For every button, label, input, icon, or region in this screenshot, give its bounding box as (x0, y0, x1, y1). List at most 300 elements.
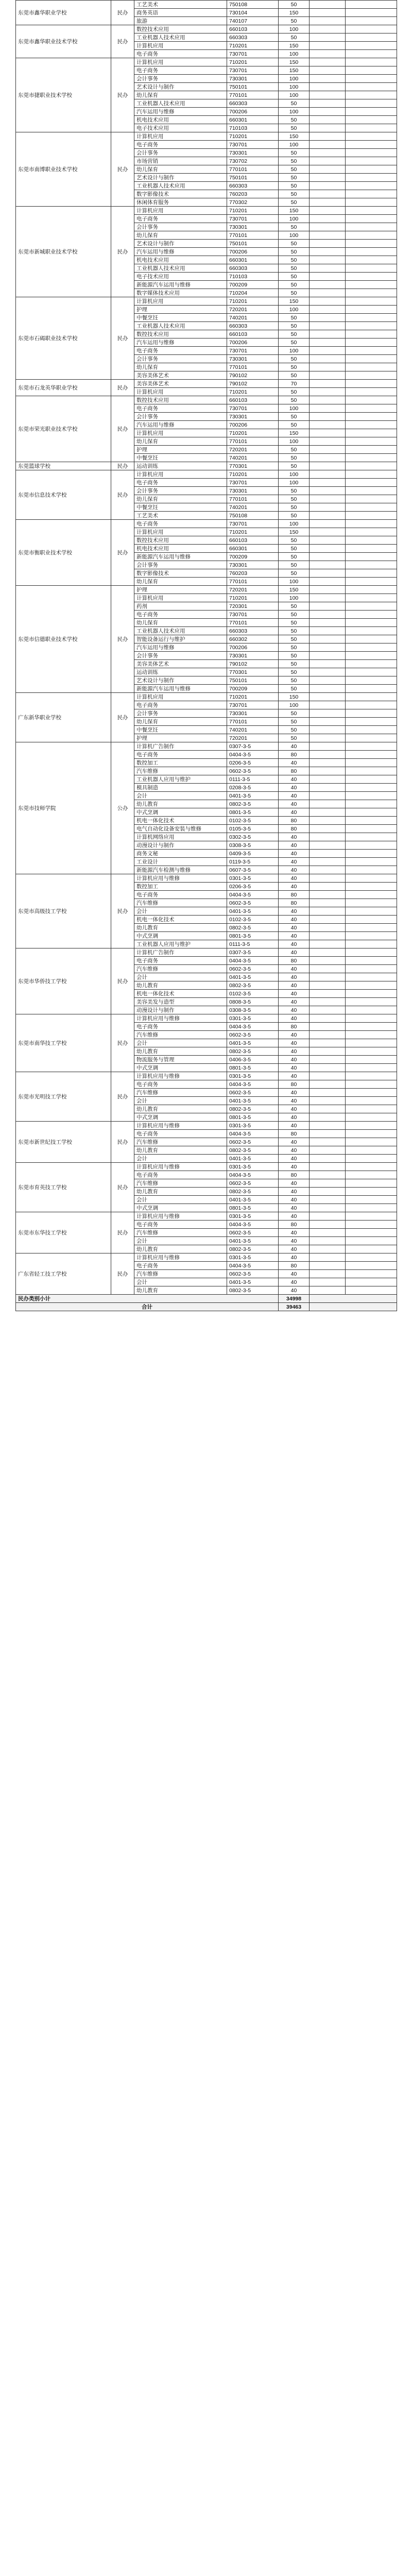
note-cell (346, 907, 397, 916)
major-name: 汽车维修 (134, 1089, 227, 1097)
major-name: 电子商务 (134, 66, 227, 75)
note-cell (346, 817, 397, 825)
years-cell (310, 1097, 346, 1105)
major-name: 新能源汽车运用与维修 (134, 281, 227, 289)
note-cell (346, 223, 397, 231)
note-cell (346, 404, 397, 413)
enroll-count: 150 (279, 66, 310, 75)
major-name: 智能设备运行与维护 (134, 635, 227, 643)
major-name: 动漫设计与制作 (134, 841, 227, 850)
major-name: 护理 (134, 306, 227, 314)
years-cell (310, 998, 346, 1006)
school-type: 民办 (111, 948, 134, 1014)
enroll-count: 40 (279, 1105, 310, 1113)
years-cell (310, 495, 346, 503)
enroll-count: 150 (279, 297, 310, 306)
major-name: 汽车维修 (134, 1138, 227, 1146)
enroll-count: 40 (279, 1122, 310, 1130)
major-name: 电子商务 (134, 1171, 227, 1179)
note-cell (346, 866, 397, 874)
major-name: 市场营销 (134, 157, 227, 165)
major-name: 幼儿教育 (134, 1105, 227, 1113)
major-name: 会计事务 (134, 487, 227, 495)
major-name: 机电一体化技术 (134, 916, 227, 924)
major-code: 700206 (227, 643, 279, 652)
enroll-count: 50 (279, 652, 310, 660)
subtotal-value: 34998 (279, 1295, 310, 1303)
years-cell (310, 338, 346, 347)
major-name: 会计事务 (134, 355, 227, 363)
years-cell (310, 701, 346, 709)
major-name: 电子商务 (134, 141, 227, 149)
enroll-count: 50 (279, 602, 310, 611)
major-code: 0602-3-5 (227, 1179, 279, 1188)
years-cell (310, 561, 346, 569)
note-cell (346, 751, 397, 759)
major-name: 计算机应用 (134, 42, 227, 50)
years-cell (310, 924, 346, 932)
note-cell (346, 981, 397, 990)
years-cell (310, 1163, 346, 1171)
enroll-count: 50 (279, 454, 310, 462)
years-cell (310, 371, 346, 380)
note-cell (346, 256, 397, 264)
years-cell (310, 528, 346, 536)
enroll-count: 50 (279, 371, 310, 380)
note-cell (346, 182, 397, 190)
note-cell (346, 503, 397, 512)
table-row (16, 1072, 397, 1080)
major-code: 0307-3-5 (227, 742, 279, 751)
school-type: 民办 (111, 520, 134, 586)
note-cell (346, 347, 397, 355)
note-cell (346, 693, 397, 701)
enroll-count: 80 (279, 1221, 310, 1229)
note-cell (346, 1163, 397, 1171)
note-cell (346, 207, 397, 215)
note-cell (346, 421, 397, 429)
note-cell (346, 965, 397, 973)
years-cell (310, 281, 346, 289)
major-code: 770101 (227, 437, 279, 446)
enroll-count: 50 (279, 124, 310, 132)
major-name: 中式烹调 (134, 1113, 227, 1122)
table-row (16, 1253, 397, 1262)
enroll-count: 50 (279, 17, 310, 25)
note-cell (346, 850, 397, 858)
major-code: 710201 (227, 58, 279, 66)
major-name: 电子商务 (134, 1130, 227, 1138)
major-code: 770301 (227, 462, 279, 470)
enroll-count: 40 (279, 1179, 310, 1188)
years-cell (310, 1031, 346, 1039)
table-row (16, 1122, 397, 1130)
enroll-count: 150 (279, 42, 310, 50)
enroll-count: 40 (279, 800, 310, 808)
note-cell (346, 545, 397, 553)
table-row (16, 462, 397, 470)
major-code: 0102-3-5 (227, 990, 279, 998)
enroll-count: 40 (279, 1006, 310, 1014)
major-code: 0401-3-5 (227, 973, 279, 981)
note-cell (346, 578, 397, 586)
enroll-count: 50 (279, 545, 310, 553)
enroll-count: 100 (279, 479, 310, 487)
enroll-count: 40 (279, 948, 310, 957)
note-cell (346, 66, 397, 75)
enroll-count: 150 (279, 586, 310, 594)
major-code: 730701 (227, 347, 279, 355)
enroll-count: 40 (279, 998, 310, 1006)
enroll-count: 40 (279, 932, 310, 940)
years-cell (310, 1286, 346, 1295)
major-name: 计算机应用 (134, 58, 227, 66)
major-name: 美容美发与造型 (134, 998, 227, 1006)
enroll-count: 40 (279, 883, 310, 891)
major-name: 会计 (134, 1278, 227, 1286)
years-cell (310, 907, 346, 916)
major-code: 700206 (227, 248, 279, 256)
enroll-count: 50 (279, 223, 310, 231)
enroll-count: 50 (279, 718, 310, 726)
note-cell (346, 371, 397, 380)
table-row (16, 380, 397, 388)
years-cell (310, 404, 346, 413)
enroll-count: 40 (279, 1138, 310, 1146)
note-cell (346, 363, 397, 371)
major-code: 710201 (227, 470, 279, 479)
enroll-count: 50 (279, 676, 310, 685)
major-name: 电子商务 (134, 751, 227, 759)
note-cell (346, 759, 397, 767)
major-name: 计算机应用 (134, 207, 227, 215)
major-code: 660302 (227, 635, 279, 643)
years-cell (310, 833, 346, 841)
major-code: 0401-3-5 (227, 792, 279, 800)
enroll-count: 80 (279, 825, 310, 833)
major-name: 幼儿教育 (134, 1146, 227, 1155)
major-name: 汽车运用与维修 (134, 338, 227, 347)
note-cell (346, 1212, 397, 1221)
enroll-count: 40 (279, 1014, 310, 1023)
major-name: 幼儿保育 (134, 363, 227, 371)
major-code: 770101 (227, 619, 279, 627)
enroll-count: 50 (279, 355, 310, 363)
enroll-count: 40 (279, 833, 310, 841)
major-name: 电子技术应用 (134, 273, 227, 281)
major-code: 720201 (227, 306, 279, 314)
note-cell (346, 1072, 397, 1080)
enroll-count: 40 (279, 1047, 310, 1056)
major-name: 汽车维修 (134, 1229, 227, 1237)
major-code: 0307-3-5 (227, 948, 279, 957)
enroll-count: 40 (279, 1196, 310, 1204)
note-cell (346, 602, 397, 611)
years-cell (310, 1212, 346, 1221)
major-name: 艺术设计与制作 (134, 676, 227, 685)
major-code: 0119-3-5 (227, 858, 279, 866)
note-cell (346, 157, 397, 165)
major-code: 0602-3-5 (227, 1089, 279, 1097)
enroll-count: 100 (279, 520, 310, 528)
total-value: 39463 (279, 1303, 310, 1311)
major-code: 730701 (227, 66, 279, 75)
note-cell (346, 396, 397, 404)
enroll-count: 100 (279, 215, 310, 223)
major-name: 汽车维修 (134, 767, 227, 775)
years-cell (310, 141, 346, 149)
years-cell (310, 858, 346, 866)
table-row (16, 1212, 397, 1221)
years-cell (310, 99, 346, 108)
enroll-count: 40 (279, 1097, 310, 1105)
major-name: 数字影像技术 (134, 190, 227, 198)
enroll-count: 80 (279, 751, 310, 759)
years-cell (310, 1122, 346, 1130)
years-cell (310, 1072, 346, 1080)
table-row (16, 1014, 397, 1023)
enroll-count: 40 (279, 1245, 310, 1253)
major-code: 740201 (227, 503, 279, 512)
major-code: 730301 (227, 487, 279, 495)
years-cell (310, 660, 346, 668)
table-row (16, 693, 397, 701)
enroll-count: 50 (279, 281, 310, 289)
years-cell (310, 75, 346, 83)
years-cell (310, 709, 346, 718)
school-type: 民办 (111, 1072, 134, 1122)
major-name: 工业机器人应用与维护 (134, 775, 227, 784)
major-code: 0102-3-5 (227, 817, 279, 825)
major-code: 730701 (227, 50, 279, 58)
years-cell (310, 149, 346, 157)
enroll-count: 50 (279, 322, 310, 330)
years-cell (310, 578, 346, 586)
note-cell (346, 792, 397, 800)
major-code: 0308-3-5 (227, 841, 279, 850)
major-code: 710201 (227, 207, 279, 215)
table-row (16, 1, 397, 9)
school-name: 东莞市鑫华职业学校 (16, 1, 111, 25)
note-cell (346, 561, 397, 569)
major-code: 0404-3-5 (227, 1221, 279, 1229)
major-code: 0401-3-5 (227, 1196, 279, 1204)
major-name: 艺术设计与制作 (134, 83, 227, 91)
enroll-count: 80 (279, 767, 310, 775)
major-code: 0301-3-5 (227, 1122, 279, 1130)
enroll-count: 100 (279, 437, 310, 446)
note-cell (346, 1039, 397, 1047)
years-cell (310, 800, 346, 808)
major-code: 0801-3-5 (227, 932, 279, 940)
enroll-count: 150 (279, 58, 310, 66)
major-name: 电子商务 (134, 1221, 227, 1229)
enroll-count: 40 (279, 1278, 310, 1286)
major-code: 0802-3-5 (227, 1146, 279, 1155)
note-cell (346, 1138, 397, 1146)
major-name: 艺术设计与制作 (134, 174, 227, 182)
years-cell (310, 602, 346, 611)
years-cell (310, 322, 346, 330)
years-cell (310, 1, 346, 9)
major-code: 660103 (227, 536, 279, 545)
major-name: 电气自动化设备安装与维修 (134, 825, 227, 833)
major-name: 工业设计 (134, 858, 227, 866)
major-code: 0105-3-5 (227, 825, 279, 833)
major-code: 0802-3-5 (227, 924, 279, 932)
major-name: 幼儿保育 (134, 231, 227, 240)
major-code: 0808-3-5 (227, 998, 279, 1006)
note-cell (346, 479, 397, 487)
enroll-count: 50 (279, 668, 310, 676)
table-row (16, 470, 397, 479)
years-cell (310, 965, 346, 973)
major-name: 计算机应用与维修 (134, 1014, 227, 1023)
major-name: 计算机广告制作 (134, 742, 227, 751)
years-cell (310, 619, 346, 627)
school-type: 民办 (111, 1014, 134, 1072)
major-code: 720301 (227, 602, 279, 611)
enroll-count: 100 (279, 404, 310, 413)
note-cell (346, 685, 397, 693)
major-name: 数字媒体技术应用 (134, 289, 227, 297)
years-cell (310, 1253, 346, 1262)
major-code: 770101 (227, 91, 279, 99)
note-cell (346, 1155, 397, 1163)
enroll-count: 80 (279, 1171, 310, 1179)
enroll-count: 50 (279, 487, 310, 495)
major-code: 0802-3-5 (227, 800, 279, 808)
major-code: 660103 (227, 396, 279, 404)
note-cell (346, 91, 397, 99)
major-code: 760203 (227, 569, 279, 578)
enroll-count: 50 (279, 627, 310, 635)
school-name: 东莞市信德职业技术学校 (16, 586, 111, 693)
school-name: 东莞市鑫华职业技术学校 (16, 25, 111, 58)
years-cell (310, 1221, 346, 1229)
note-cell (346, 990, 397, 998)
note-cell (346, 1064, 397, 1072)
note-cell (346, 25, 397, 33)
major-name: 幼儿教育 (134, 1286, 227, 1295)
years-cell (310, 479, 346, 487)
years-cell (310, 462, 346, 470)
enroll-count: 150 (279, 429, 310, 437)
enroll-count: 50 (279, 413, 310, 421)
note-cell (346, 569, 397, 578)
enroll-count: 50 (279, 149, 310, 157)
major-name: 会计 (134, 1237, 227, 1245)
major-code: 710201 (227, 594, 279, 602)
note-cell (346, 1188, 397, 1196)
major-code: 770101 (227, 495, 279, 503)
major-code: 0802-3-5 (227, 1105, 279, 1113)
note-cell (346, 800, 397, 808)
enroll-count: 40 (279, 874, 310, 883)
major-code: 0401-3-5 (227, 1097, 279, 1105)
major-code: 0206-3-5 (227, 759, 279, 767)
enroll-count: 50 (279, 635, 310, 643)
note-cell (346, 948, 397, 957)
note-cell (346, 75, 397, 83)
school-name: 东莞市高级技工学校 (16, 874, 111, 948)
major-code: 0801-3-5 (227, 1113, 279, 1122)
enroll-count: 100 (279, 141, 310, 149)
enroll-count: 40 (279, 1286, 310, 1295)
major-name: 会计事务 (134, 652, 227, 660)
years-cell (310, 116, 346, 124)
enroll-count: 100 (279, 50, 310, 58)
major-code: 750108 (227, 1, 279, 9)
years-cell (310, 611, 346, 619)
major-code: 730301 (227, 652, 279, 660)
major-code: 760203 (227, 190, 279, 198)
major-code: 0602-3-5 (227, 1229, 279, 1237)
major-code: 660103 (227, 25, 279, 33)
major-code: 730701 (227, 520, 279, 528)
major-code: 0802-3-5 (227, 1188, 279, 1196)
major-name: 运动训练 (134, 462, 227, 470)
years-cell (310, 932, 346, 940)
note-cell (346, 248, 397, 256)
note-cell (346, 668, 397, 676)
enroll-count: 40 (279, 990, 310, 998)
years-cell (310, 83, 346, 91)
major-name: 会计 (134, 1039, 227, 1047)
enroll-count: 80 (279, 957, 310, 965)
years-cell (310, 256, 346, 264)
enroll-count: 50 (279, 116, 310, 124)
enroll-count: 40 (279, 808, 310, 817)
major-name: 中式烹调 (134, 932, 227, 940)
enroll-count: 50 (279, 553, 310, 561)
years-cell (310, 198, 346, 207)
note-cell (346, 1179, 397, 1188)
years-cell (310, 1237, 346, 1245)
enroll-count: 80 (279, 1080, 310, 1089)
major-name: 电子商务 (134, 701, 227, 709)
major-code: 0607-3-5 (227, 866, 279, 874)
years-cell (310, 767, 346, 775)
school-type: 民办 (111, 462, 134, 470)
major-code: 0401-3-5 (227, 1278, 279, 1286)
enroll-count: 40 (279, 1113, 310, 1122)
enroll-count: 40 (279, 850, 310, 858)
major-code: 0801-3-5 (227, 1064, 279, 1072)
enroll-count: 50 (279, 338, 310, 347)
enroll-count: 50 (279, 709, 310, 718)
years-cell (310, 553, 346, 561)
school-type: 民办 (111, 380, 134, 396)
note-cell (346, 973, 397, 981)
enroll-count: 50 (279, 157, 310, 165)
years-cell (310, 668, 346, 676)
years-cell (310, 33, 346, 42)
years-cell (310, 42, 346, 50)
major-name: 工业机器人技术应用 (134, 33, 227, 42)
major-code: 0301-3-5 (227, 1212, 279, 1221)
note-cell (346, 701, 397, 709)
school-name: 东莞市南华技工学校 (16, 1014, 111, 1072)
years-cell (310, 635, 346, 643)
enroll-count: 40 (279, 965, 310, 973)
years-cell (310, 1188, 346, 1196)
major-code: 710201 (227, 429, 279, 437)
major-name: 电子商务 (134, 891, 227, 899)
major-code: 0401-3-5 (227, 907, 279, 916)
years-cell (310, 1080, 346, 1089)
major-code: 0301-3-5 (227, 874, 279, 883)
